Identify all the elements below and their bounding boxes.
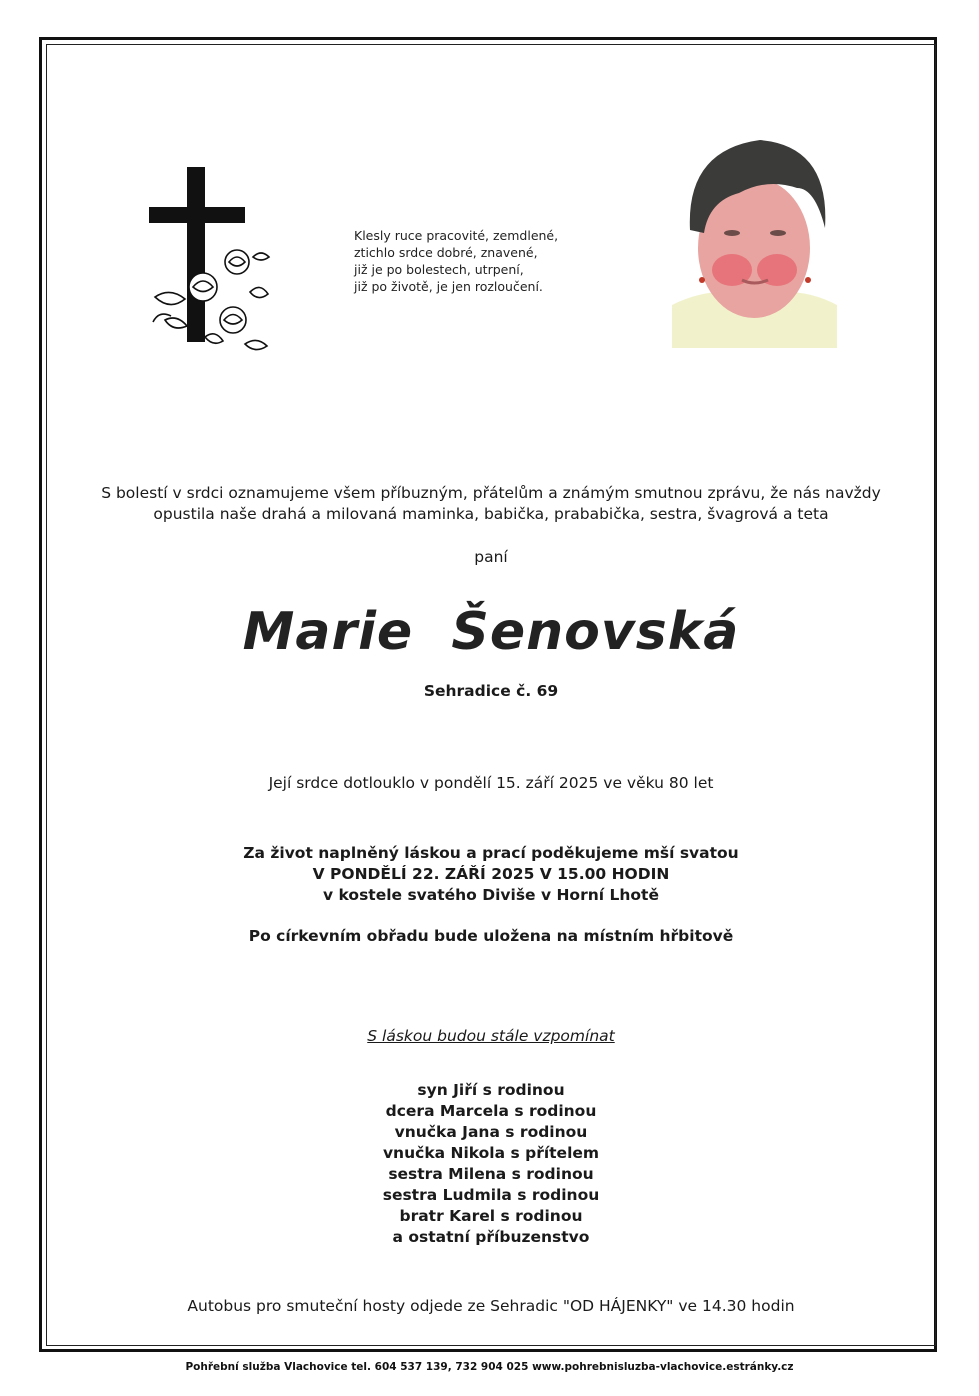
remember-heading-text: S láskou budou stále vzpomínat — [367, 1027, 615, 1045]
family-member: bratr Karel s rodinou — [399, 1207, 583, 1225]
bus-notice: Autobus pro smuteční hosty odjede ze Sehradic "OD HÁJENKY" ve 14.30 hodin — [187, 1297, 795, 1315]
family-member: syn Jiří s rodinou — [417, 1081, 565, 1099]
mass-info — [46, 843, 936, 906]
mass-line: V PONDĚLÍ 22. ZÁŘÍ 2025 V 15.00 HODIN — [312, 865, 670, 883]
title-prefix: paní — [474, 548, 508, 566]
death-notice: Její srdce dotlouklo v pondělí 15. září 2025 ve věku 80 let — [268, 774, 714, 792]
announcement-line: opustila naše drahá a milovaná maminka, babička, prababička, sestra, švagrová a teta — [153, 505, 829, 523]
deceased-name — [46, 602, 936, 662]
family-member: dcera Marcela s rodinou — [385, 1102, 597, 1120]
mass-line: Za život naplněný láskou a prací poděkujeme mší svatou — [243, 844, 739, 862]
burial-info: Po církevním obřadu bude uložena na místním hřbitově — [248, 927, 734, 945]
family-member: sestra Milena s rodinou — [388, 1165, 594, 1183]
poem-line: již po životě, je jen rozloučení. — [354, 279, 543, 294]
poem — [354, 227, 558, 295]
family-member: sestra Ludmila s rodinou — [382, 1186, 600, 1204]
remember-heading — [46, 1027, 936, 1045]
cross-with-roses-icon — [145, 162, 275, 362]
family-member: vnučka Jana s rodinou — [394, 1123, 588, 1141]
announcement — [46, 483, 936, 525]
mass-line: v kostele svatého Diviše v Horní Lhotě — [323, 886, 659, 904]
deceased-address: Sehradice č. 69 — [423, 682, 559, 700]
family-list — [46, 1080, 936, 1248]
funeral-service-footer: Pohřební služba Vlachovice tel. 604 537 139, 732 904 025 www.pohrebnisluzba-vlachovice.estránky.cz — [185, 1361, 794, 1373]
poem-line: již je po bolestech, utrpení, — [354, 262, 524, 277]
portrait-photo — [672, 130, 837, 348]
poem-line: Klesly ruce pracovité, zemdlené, — [354, 228, 559, 243]
family-member: a ostatní příbuzenstvo — [392, 1228, 590, 1246]
deceased-name-text: Marie Šenovská — [242, 602, 740, 662]
announcement-line: S bolestí v srdci oznamujeme všem příbuzným, přátelům a známým smutnou zprávu, že nás navždy — [101, 484, 881, 502]
family-member: vnučka Nikola s přítelem — [382, 1144, 600, 1162]
poem-line: ztichlo srdce dobré, znavené, — [354, 245, 538, 260]
